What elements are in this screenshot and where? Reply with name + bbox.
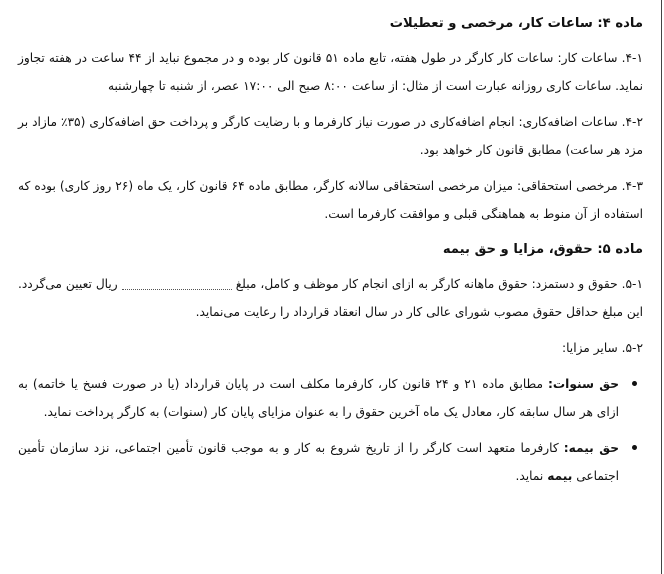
bullet-dot-icon [632,381,637,386]
article-4-3-leave: ۴-۳. مرخصی استحقاقی: میزان مرخصی استحقاقی سالانه کارگر، مطابق ماده ۶۴ قانون کار، یک ماه (۲۶ روز کاری) بوده که استفاده از آن منوط به هماهنگی قبلی و موافقت کارفرما است. [18,179,643,221]
salary-amount-blank [122,279,232,290]
insurance-text-a: کارفرما متعهد است کارگر را از تاریخ شروع به کار و به موجب قانون تأمین اجتماعی، نزد سازمان تأمین اجتماعی [18,441,619,483]
document-body [18,10,643,498]
article-5-1-text-before: ۵-۱. حقوق و دستمزد: حقوق ماهانه کارگر به ازای انجام کار موظف و کامل، مبلغ [235,277,643,291]
article-5-1-text-after: ریال تعیین می‌گردد. این مبلغ حداقل حقوق مصوب شورای عالی کار در سال انعقاد قرارداد را رعایت می‌نماید. [18,277,643,319]
insurance-term: حق بیمه: [563,441,619,455]
article-4-2-overtime: ۴-۲. ساعات اضافه‌کاری: انجام اضافه‌کاری در صورت نیاز کارفرما و با رضایت کارگر و پرداخت حق اضافه‌کاری (۳۵٪ مازاد بر مزد هر ساعت) مطابق قانون کار خواهد بود. [18,115,643,157]
article-4-heading: ماده ۴: ساعات کار، مرخصی و تعطیلات [389,16,643,31]
bullet-dot-icon [632,445,637,450]
article-5-heading: ماده ۵: حقوق، مزایا و حق بیمه [442,242,643,257]
list-item-insurance [18,434,643,490]
severance-term: حق سنوات: [548,377,619,391]
benefits-list [18,370,643,490]
article-5-1-salary [18,270,643,326]
article-4-1-working-hours: ۴-۱. ساعات کار: ساعات کار کارگر در طول هفته، تابع ماده ۵۱ قانون کار بوده و در مجموع نباید از ۴۴ ساعت در هفته تجاوز نماید. ساعات کاری روزانه عبارت است از مثال: از ساعت ۸:۰۰ صبح الی ۱۷:۰۰ عصر، از شنبه تا چهارشنبه [18,51,643,93]
insurance-text-b: نماید. [515,469,548,483]
severance-text: مطابق ماده ۲۱ و ۲۴ قانون کار، کارفرما مکلف است در پایان قرارداد (یا در صورت فسخ یا خاتمه) به ازای هر سال سابقه کار، معادل یک ماه آخرین حقوق را به عنوان مزایای پایان کار (سنوات) به کارگر پرداخت نماید. [18,377,619,419]
insurance-bold-word: بیمه [547,469,573,483]
article-5-2-other-benefits: ۵-۲. سایر مزایا: [561,341,643,355]
list-item-severance [18,370,643,426]
